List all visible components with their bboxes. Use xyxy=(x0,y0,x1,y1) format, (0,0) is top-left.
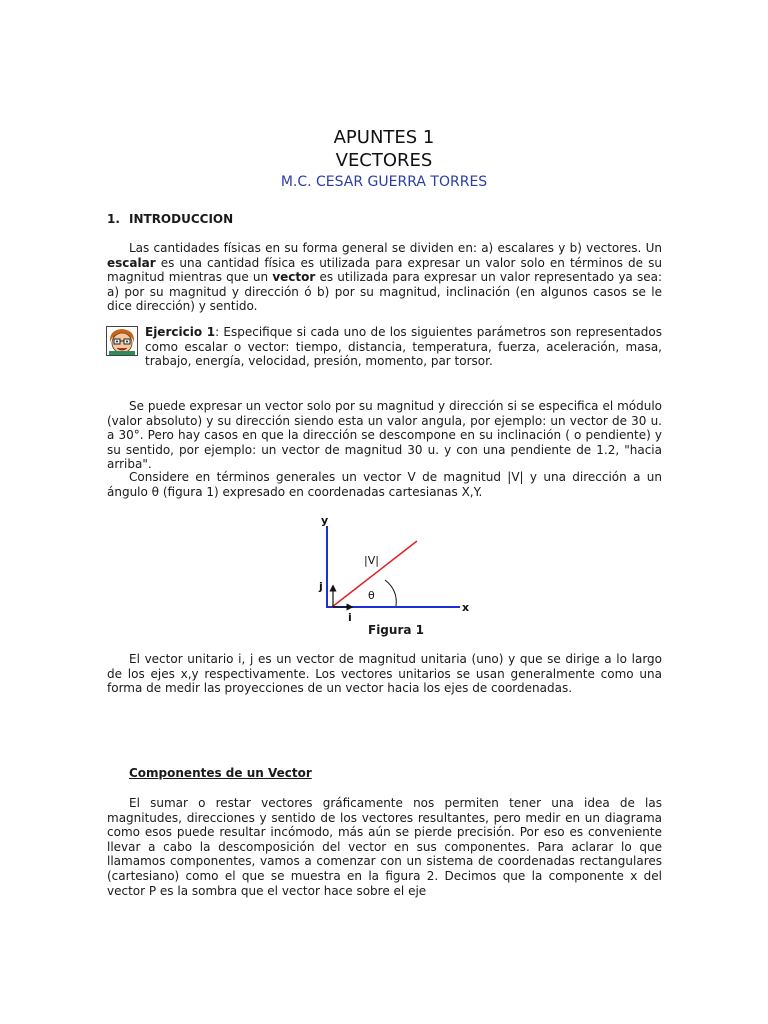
theta-label: θ xyxy=(368,589,375,602)
j-label: j xyxy=(319,580,323,593)
angle-arc xyxy=(385,580,396,606)
magnitude-label: |V| xyxy=(364,554,379,567)
i-label: i xyxy=(348,611,352,624)
consider-paragraph: Considere en términos generales un vector V de magnitud |V| y una dirección a un ángulo θ (figura 1) expresado en coordenadas cartesianas X,Y. xyxy=(107,470,662,499)
document-subtitle: VECTORES xyxy=(335,150,433,171)
section-title: INTRODUCCION xyxy=(129,212,234,226)
section-number: 1. xyxy=(107,212,120,226)
unit-vector-paragraph: El vector unitario i, j es un vector de magnitud unitaria (uno) y que se dirige a lo largo de los ejes x,y respectivamente. Los vectores unitarios se usan generalmente como una forma de medir las proyecciones de un vector hacia los ejes de coordenadas. xyxy=(107,652,662,696)
figure-caption: Figura 1 xyxy=(368,623,424,637)
x-axis-label: x xyxy=(462,601,470,614)
y-axis-label: y xyxy=(321,514,329,527)
student-face-icon xyxy=(106,326,138,356)
author-name: M.C. CESAR GUERRA TORRES xyxy=(280,174,488,190)
exercise-1: Ejercicio 1: Especifique si cada uno de los siguientes parámetros son representados como escalar o vector: tiempo, distancia, temperatura, fuerza, aceleración, masa, trabajo, energía, velocidad, presión, momento, par torsor. xyxy=(145,325,662,369)
components-paragraph: El sumar o restar vectores gráficamente nos permiten tener una idea de las magnitudes, direcciones y sentido de los vectores resultantes, pero medir en un diagrama como esos puede resultar incómodo, más aún se pierde precisión. Por eso es conveniente llevar a cabo la descomposición del vector en sus componentes. Para aclarar lo que llamamos componentes, vamos a comenzar con un sistema de coordenadas rectangulares (cartesiano) como el que se muestra en la figura 2. Decimos que la componente x del vector P es la sombra que el vector hace sobre el eje xyxy=(107,796,662,898)
document-title: APUNTES 1 xyxy=(333,127,435,148)
section-heading xyxy=(107,212,233,226)
components-heading: Componentes de un Vector xyxy=(129,766,312,780)
intro-paragraph: Las cantidades físicas en su forma general se dividen en: a) escalares y b) vectores. Un escalar es una cantidad física es utilizada para expresar un valor solo en términos de su magnitud mientras que un vector es utilizada para expresar un valor representado ya sea: a) por su magnitud y dirección ó b) por su magnitud, inclinación (en algunos casos se le dice dirección) y sentido. xyxy=(107,241,662,314)
magnitude-paragraph: Se puede expresar un vector solo por su magnitud y dirección si se especifica el módulo (valor absoluto) y su dirección siendo esta un valor angula, por ejemplo: un vector de 30 u. a 30°. Pero hay casos en que la dirección se descompone en su inclinación ( o pendiente) y su sentido, por ejemplo: un vector de magnitud 30 u. y con una pendiente de 1.2, "hacia arriba". xyxy=(107,399,662,472)
